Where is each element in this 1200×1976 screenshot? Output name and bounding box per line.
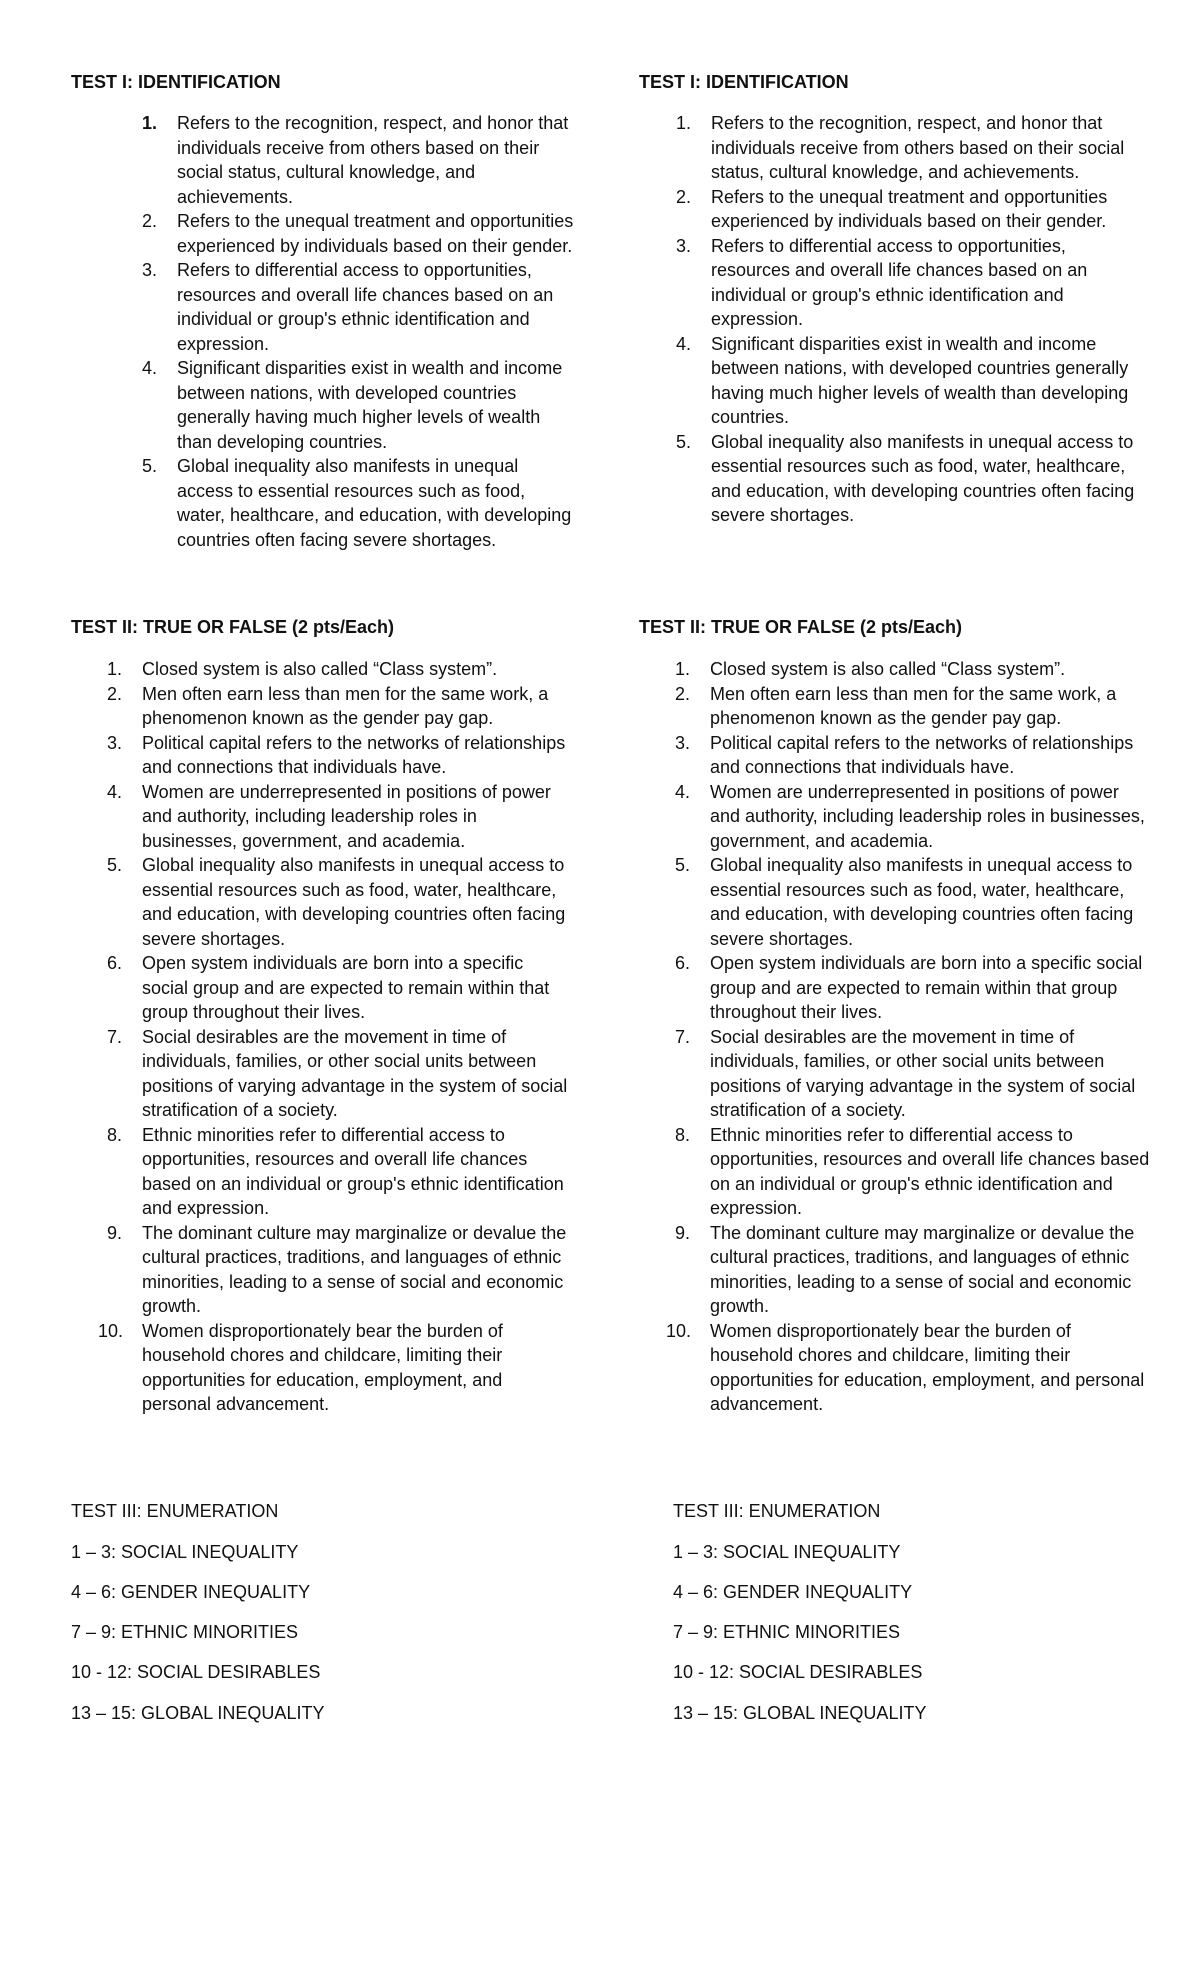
item-text: Women disproportionately bear the burden of household chores and childcare, limiting their opportunities for education, employment, and personal advancement. <box>142 1320 503 1414</box>
list-item <box>639 951 1150 1025</box>
enumeration-item: 4 – 6: GENDER INEQUALITY <box>71 1582 311 1602</box>
list-item <box>71 209 577 258</box>
item-text: Refers to differential access to opportunities, resources and overall life chances based on an individual or group's ethnic identification and expression. <box>711 235 1088 329</box>
item-text: The dominant culture may marginalize or devalue the cultural practices, traditions, and languages of ethnic minorities, leading to a sense of social and economic growth. <box>142 1222 567 1316</box>
list-item <box>639 780 1150 854</box>
item-text: Men often earn less than men for the same work, a phenomenon known as the gender pay gap. <box>142 683 549 728</box>
item-text: Global inequality also manifests in unequal access to essential resources such as food, water, healthcare, and education, with developing countries often facing severe shortages. <box>711 431 1135 525</box>
enumeration-item: 13 – 15: GLOBAL INEQUALITY <box>71 1703 325 1723</box>
identification-list <box>639 111 1141 528</box>
item-text: Closed system is also called “Class system”. <box>710 659 1066 679</box>
item-number: 4. <box>676 333 692 354</box>
item-text: Ethnic minorities refer to differential access to opportunities, resources and overall life chances based on an individual or group's ethnic identification and expression. <box>142 1124 564 1218</box>
item-text: Open system individuals are born into a specific social group and are expected to remain within that group throughout their lives. <box>142 953 550 1022</box>
list-item <box>71 1221 572 1319</box>
item-number: 8. <box>675 1124 691 1145</box>
item-text: Refers to the unequal treatment and opportunities experienced by individuals based on their gender. <box>177 211 574 256</box>
item-text: Refers to the unequal treatment and opportunities experienced by individuals based on their gender. <box>711 186 1108 231</box>
list-item <box>639 1123 1150 1221</box>
item-text: Social desirables are the movement in time of individuals, families, or other social units between positions of varying advantage in the system of social stratification of a society. <box>710 1026 1136 1120</box>
list-item <box>71 1319 572 1417</box>
item-number: 5. <box>675 855 691 875</box>
enumeration-item: 7 – 9: ETHNIC MINORITIES <box>673 1622 901 1642</box>
list-item <box>639 234 1141 332</box>
test1-title: TEST I: IDENTIFICATION <box>639 72 849 92</box>
enumeration-item: 4 – 6: GENDER INEQUALITY <box>673 1582 913 1602</box>
test3-title: TEST III: ENUMERATION <box>673 1501 881 1521</box>
item-text: Social desirables are the movement in time of individuals, families, or other social units between positions of varying advantage in the system of social stratification of a society. <box>142 1026 568 1120</box>
list-item <box>639 1319 1150 1417</box>
item-number: 6. <box>107 953 123 973</box>
item-number: 9. <box>107 1222 123 1243</box>
item-number: 2. <box>107 683 123 704</box>
item-number: 3. <box>676 235 692 256</box>
list-item <box>71 853 572 951</box>
item-number: 10. <box>666 1320 692 1341</box>
item-number: 7. <box>107 1026 123 1047</box>
item-number: 5. <box>142 456 158 476</box>
item-number: 9. <box>675 1222 691 1243</box>
list-item <box>71 258 577 356</box>
item-number: 4. <box>142 358 158 378</box>
item-text: Significant disparities exist in wealth and income between nations, with developed countries generally having much higher levels of wealth than developing countries. <box>711 333 1129 427</box>
list-item <box>639 185 1141 234</box>
item-text: Ethnic minorities refer to differential access to opportunities, resources and overall life chances based on an individual or group's ethnic identification and expression. <box>710 1124 1150 1218</box>
list-item <box>71 731 572 780</box>
enumeration-item: 10 - 12: SOCIAL DESIRABLES <box>71 1662 321 1682</box>
item-text: Political capital refers to the networks of relationships and connections that individuals have. <box>710 732 1134 777</box>
item-number: 1. <box>675 659 691 679</box>
list-item <box>71 780 572 854</box>
item-number: 10. <box>98 1320 124 1341</box>
item-number: 2. <box>142 211 158 231</box>
test1-title: TEST I: IDENTIFICATION <box>71 72 281 92</box>
list-item <box>639 1221 1150 1319</box>
list-item <box>639 332 1141 430</box>
item-number: 5. <box>107 855 123 875</box>
item-text: Open system individuals are born into a specific social group and are expected to remain within that group throughout their lives. <box>710 953 1143 1022</box>
item-number: 1. <box>107 659 123 679</box>
list-item <box>639 1025 1150 1123</box>
item-text: Global inequality also manifests in unequal access to essential resources such as food, water, healthcare, and education, with developing countries often facing severe shortages. <box>177 456 572 550</box>
list-item <box>639 430 1141 528</box>
list-item <box>71 454 577 552</box>
list-item <box>71 356 577 454</box>
item-number: 3. <box>675 732 691 753</box>
item-number: 2. <box>675 683 691 704</box>
test3-title: TEST III: ENUMERATION <box>71 1501 279 1521</box>
item-number: 8. <box>107 1124 123 1145</box>
item-text: Political capital refers to the networks of relationships and connections that individuals have. <box>142 732 566 777</box>
item-number: 2. <box>676 186 692 207</box>
item-number: 5. <box>676 431 692 452</box>
item-number: 7. <box>675 1026 691 1047</box>
enumeration-item: 1 – 3: SOCIAL INEQUALITY <box>71 1542 299 1562</box>
test2-title: TEST II: TRUE OR FALSE (2 pts/Each) <box>639 617 963 637</box>
identification-list <box>71 111 577 552</box>
list-item <box>639 657 1150 682</box>
item-text: Men often earn less than men for the same work, a phenomenon known as the gender pay gap. <box>710 683 1117 728</box>
item-number: 1. <box>676 113 692 133</box>
enumeration-item: 10 - 12: SOCIAL DESIRABLES <box>673 1662 923 1682</box>
item-number: 3. <box>142 260 158 280</box>
item-text: Women are underrepresented in positions of power and authority, including leadership roles in businesses, government, and academia. <box>710 781 1145 851</box>
item-text: Women are underrepresented in positions of power and authority, including leadership roles in businesses, government, and academia. <box>142 781 551 851</box>
item-number: 4. <box>107 781 123 802</box>
item-text: Refers to the recognition, respect, and honor that individuals receive from others based on their social status, cultural knowledge, and achievements. <box>711 113 1125 182</box>
true-false-list <box>639 657 1150 1417</box>
item-text: Refers to differential access to opportunities, resources and overall life chances based on an individual or group's ethnic identification and expression. <box>177 260 554 354</box>
item-number: 4. <box>675 781 691 802</box>
list-item <box>639 682 1150 731</box>
list-item <box>71 657 572 682</box>
item-text: Global inequality also manifests in unequal access to essential resources such as food, water, healthcare, and education, with developing countries often facing severe shortages. <box>142 855 566 949</box>
item-text: Significant disparities exist in wealth and income between nations, with developed countries generally having much higher levels of wealth than developing countries. <box>177 358 563 452</box>
list-item <box>71 951 572 1025</box>
list-item <box>71 1123 572 1221</box>
enumeration-item: 7 – 9: ETHNIC MINORITIES <box>71 1622 299 1642</box>
true-false-list <box>71 657 572 1417</box>
item-text: Global inequality also manifests in unequal access to essential resources such as food, water, healthcare, and education, with developing countries often facing severe shortages. <box>710 855 1134 949</box>
item-number: 3. <box>107 732 123 753</box>
list-item <box>71 682 572 731</box>
item-text: Closed system is also called “Class system”. <box>142 659 498 679</box>
list-item <box>71 1025 572 1123</box>
enumeration-item: 13 – 15: GLOBAL INEQUALITY <box>673 1703 927 1723</box>
item-text: Women disproportionately bear the burden of household chores and childcare, limiting their opportunities for education, employment, and personal advancement. <box>710 1320 1145 1414</box>
enumeration-item: 1 – 3: SOCIAL INEQUALITY <box>673 1542 901 1562</box>
item-number: 6. <box>675 953 691 973</box>
list-item <box>71 111 577 209</box>
test2-title: TEST II: TRUE OR FALSE (2 pts/Each) <box>71 617 395 637</box>
item-number: 1. <box>142 113 158 133</box>
list-item <box>639 731 1150 780</box>
item-text: The dominant culture may marginalize or devalue the cultural practices, traditions, and languages of ethnic minorities, leading to a sense of social and economic growth. <box>710 1222 1135 1316</box>
list-item <box>639 111 1141 185</box>
list-item <box>639 853 1150 951</box>
item-text: Refers to the recognition, respect, and honor that individuals receive from others based on their social status, cultural knowledge, and achievements. <box>177 113 569 207</box>
